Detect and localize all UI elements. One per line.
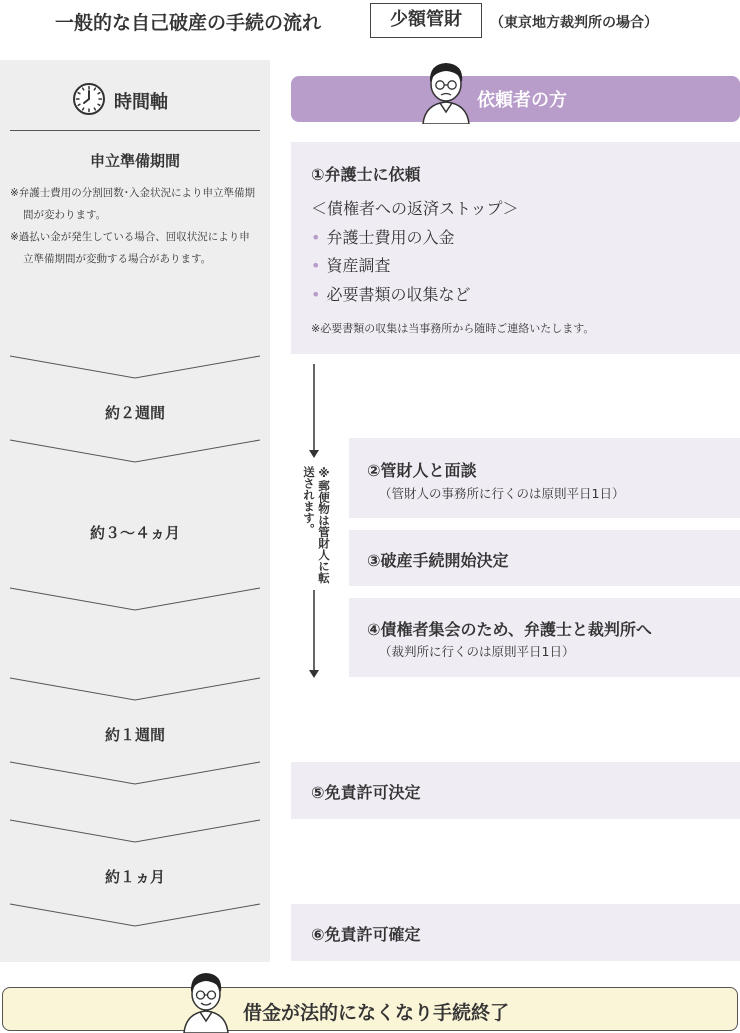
mail-forward-note: ※郵便物は管財人に転送されます。 (302, 466, 331, 584)
timeline-note-1: ※弁護士費用の分割回数･入金状況により申立準備期間が変わります。 (10, 187, 256, 221)
chevron-separator (0, 354, 270, 384)
step-1-title: ①弁護士に依頼 (311, 165, 421, 184)
clock-icon (72, 82, 106, 116)
step-1-note: ※必要書類の収集は当事務所から随時ご連絡いたします。 (311, 322, 595, 335)
step-6-title: ⑥免責許可確定 (311, 925, 421, 944)
period-application: 申立準備期間 (89, 152, 180, 170)
step-3-box (349, 530, 740, 586)
person-icon (178, 968, 234, 1033)
client-header-label: 依頼者の方 (477, 90, 567, 111)
period-month3-4: 約３～４ヵ月 (89, 524, 180, 542)
bullet-dot: • (311, 285, 321, 304)
step-4-box (349, 598, 740, 677)
chevron-separator (0, 586, 270, 616)
step-5-title: ⑤免責許可決定 (311, 783, 421, 802)
step-2-box (349, 438, 740, 518)
step-1-bullet (311, 253, 390, 276)
title-badge: 少額管財 (370, 3, 482, 38)
final-banner (2, 987, 738, 1031)
page-title: 一般的な自己破産の手続の流れ (55, 12, 322, 34)
step-1-bullet (311, 225, 454, 248)
chevron-separator (0, 902, 270, 932)
chevron-separator (0, 676, 270, 706)
step-2-note: （管財人の事務所に行くのは原則平日1日） (379, 486, 625, 501)
timeline-header (0, 80, 270, 120)
step-1-bullet-text: 弁護士費用の入金 (326, 228, 455, 247)
page-subtitle: （東京地方裁判所の場合） (490, 15, 658, 31)
step-1-box (291, 142, 740, 354)
final-label: 借金が法的になくなり手続終了 (243, 1002, 510, 1024)
step-4-note: （裁判所に行くのは原則平日1日） (379, 644, 575, 659)
period-month1: 約１ヵ月 (104, 868, 165, 886)
step-1-bullet (311, 282, 470, 305)
timeline-divider (10, 130, 260, 131)
step-6-box (291, 904, 740, 961)
timeline-notes (10, 182, 260, 270)
step-1-subtitle: ＜債権者への返済ストップ＞ (311, 199, 519, 218)
step-2-title: ②管財人と面談 (367, 461, 477, 480)
bullet-dot: • (311, 256, 321, 275)
step-3-title: ③破産手続開始決定 (367, 551, 509, 570)
period-week1: 約１週間 (104, 726, 165, 744)
timeline-header-label: 時間軸 (114, 92, 168, 113)
bullet-dot: • (311, 228, 321, 247)
step-1-bullet-text: 必要書類の収集など (326, 285, 471, 304)
chevron-separator (0, 438, 270, 468)
title-row (0, 0, 740, 42)
chevron-separator (0, 818, 270, 848)
step-1-bullet-text: 資産調査 (326, 256, 391, 275)
timeline-column (0, 60, 270, 962)
client-header-pill (291, 76, 740, 122)
chevron-separator (0, 760, 270, 790)
period-week2: 約２週間 (104, 404, 165, 422)
step-4-title: ④債権者集会のため、弁護士と裁判所へ (367, 620, 652, 639)
person-icon (415, 56, 477, 124)
timeline-note-2: ※過払い金が発生している場合、回収状況により申立準備期間が変動する場合があります。 (10, 231, 250, 265)
step-5-box (291, 762, 740, 819)
